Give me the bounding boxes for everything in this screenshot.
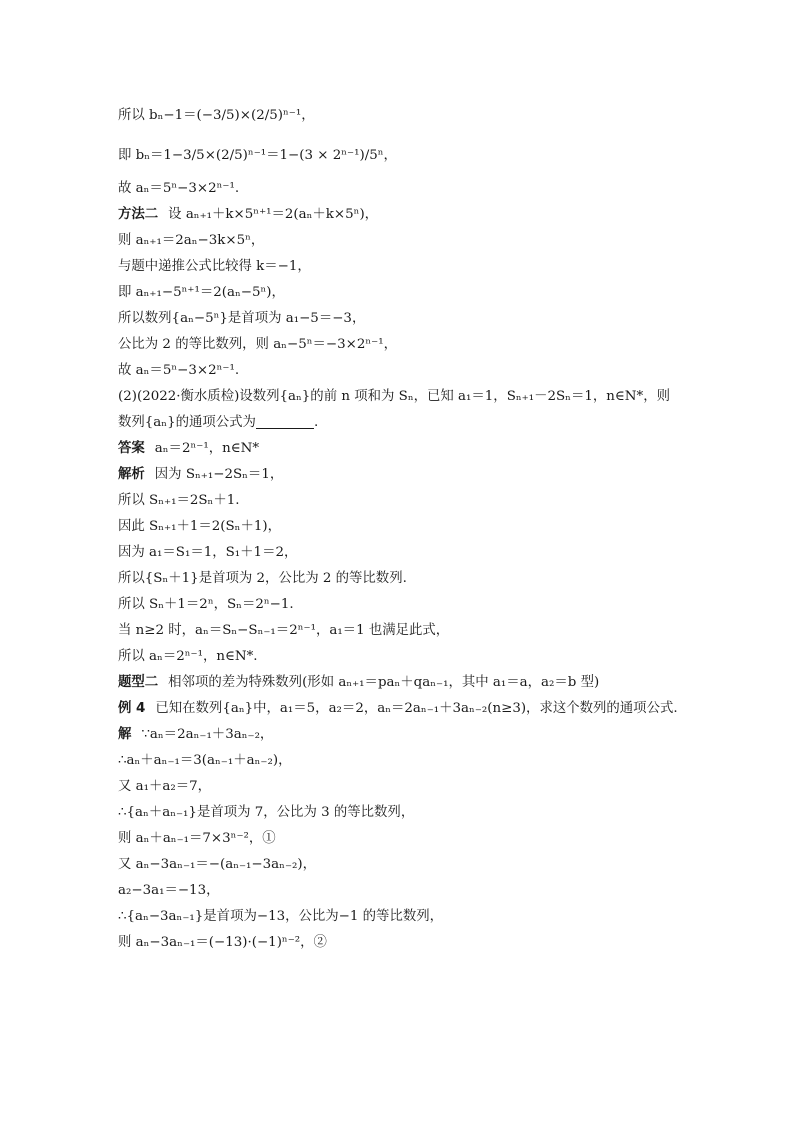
analysis-label: 解析 [118,467,145,482]
document-page [118,96,678,956]
solution-line: 所以数列{aₙ−5ⁿ}是首项为 a₁−5＝−3， [118,311,366,326]
solution-line: 因为 a₁＝S₁＝1，S₁＋1＝2， [118,545,298,560]
answer-line: 答案 aₙ＝2ⁿ⁻¹，n∈N* [118,441,260,456]
method-label: 方法二 [118,207,159,222]
solution-line: 因此 Sₙ₊₁＋1＝2(Sₙ＋1)， [118,519,281,534]
solution-line: 所以{Sₙ＋1}是首项为 2，公比为 2 的等比数列. [118,571,407,586]
solution-line: 故 aₙ＝5ⁿ−3×2ⁿ⁻¹. [118,181,240,196]
solution-line: 与题中递推公式比较得 k＝−1， [118,259,311,274]
solution-line: 又 aₙ−3aₙ₋₁＝−(aₙ₋₁−3aₙ₋₂)， [118,857,316,872]
solution-line: 解 ∵aₙ＝2aₙ₋₁＋3aₙ₋₂， [118,727,274,742]
solution-line: 故 aₙ＝5ⁿ−3×2ⁿ⁻¹. [118,363,240,378]
solution-line: 所以 aₙ＝2ⁿ⁻¹，n∈N*. [118,649,258,664]
solution-line: a₂−3a₁＝−13， [118,883,220,898]
section-heading: 题型二 相邻项的差为特殊数列(形如 aₙ₊₁＝paₙ＋qaₙ₋₁，其中 a₁＝a，a₂＝b 型) [118,675,600,690]
solution-line: 则 aₙ−3aₙ₋₁＝(−13)·(−1)ⁿ⁻²，② [118,935,327,950]
problem-2-statement: (2)(2022·衡水质检)设数列{aₙ}的前 n 项和为 Sₙ，已知 a₁＝1，Sₙ₊₁－2Sₙ＝1，n∈N*，则数列{aₙ}的通项公式为 . [118,389,671,430]
solution-line: 所以 Sₙ＋1＝2ⁿ，Sₙ＝2ⁿ−1. [118,597,294,612]
solution-line: 则 aₙ₊₁＝2aₙ−3k×5ⁿ， [118,233,265,248]
solution-line: 所以 bₙ−1＝(−3/5)×(2/5)ⁿ⁻¹， [118,108,315,123]
solution-line: 公比为 2 的等比数列，则 aₙ−5ⁿ＝−3×2ⁿ⁻¹， [118,337,397,352]
solution-line: 即 aₙ₊₁−5ⁿ⁺¹＝2(aₙ−5ⁿ)， [118,285,285,300]
answer-blank [256,414,314,429]
solution-line: 则 aₙ＋aₙ₋₁＝7×3ⁿ⁻²，① [118,831,276,846]
solution-line: 又 a₁＋a₂＝7， [118,779,212,794]
solution-line: 所以 Sₙ₊₁＝2Sₙ＋1. [118,493,240,508]
solution-line: 当 n≥2 时，aₙ＝Sₙ−Sₙ₋₁＝2ⁿ⁻¹，a₁＝1 也满足此式， [118,623,450,638]
analysis-line: 解析 因为 Sₙ₊₁−2Sₙ＝1， [118,467,284,482]
solution-line: ∴{aₙ＋aₙ₋₁}是首项为 7，公比为 3 的等比数列， [118,805,415,820]
solution-line: ∴aₙ＋aₙ₋₁＝3(aₙ₋₁＋aₙ₋₂)， [118,753,292,768]
example-label: 例 4 [118,701,146,716]
solution-line: 即 bₙ＝1−3/5×(2/5)ⁿ⁻¹＝1−(3 × 2ⁿ⁻¹)/5ⁿ， [118,148,397,163]
section-label: 题型二 [118,675,159,690]
solution-label: 解 [118,727,132,742]
example-4-statement: 例 4 已知在数列{aₙ}中，a₁＝5，a₂＝2，aₙ＝2aₙ₋₁＋3aₙ₋₂(n≥3)，求这个数列的通项公式. [118,701,678,716]
answer-label: 答案 [118,441,145,456]
method-two-line: 方法二 设 aₙ₊₁＋k×5ⁿ⁺¹＝2(aₙ＋k×5ⁿ)， [118,207,379,222]
solution-line: ∴{aₙ−3aₙ₋₁}是首项为−13，公比为−1 的等比数列， [118,909,444,924]
